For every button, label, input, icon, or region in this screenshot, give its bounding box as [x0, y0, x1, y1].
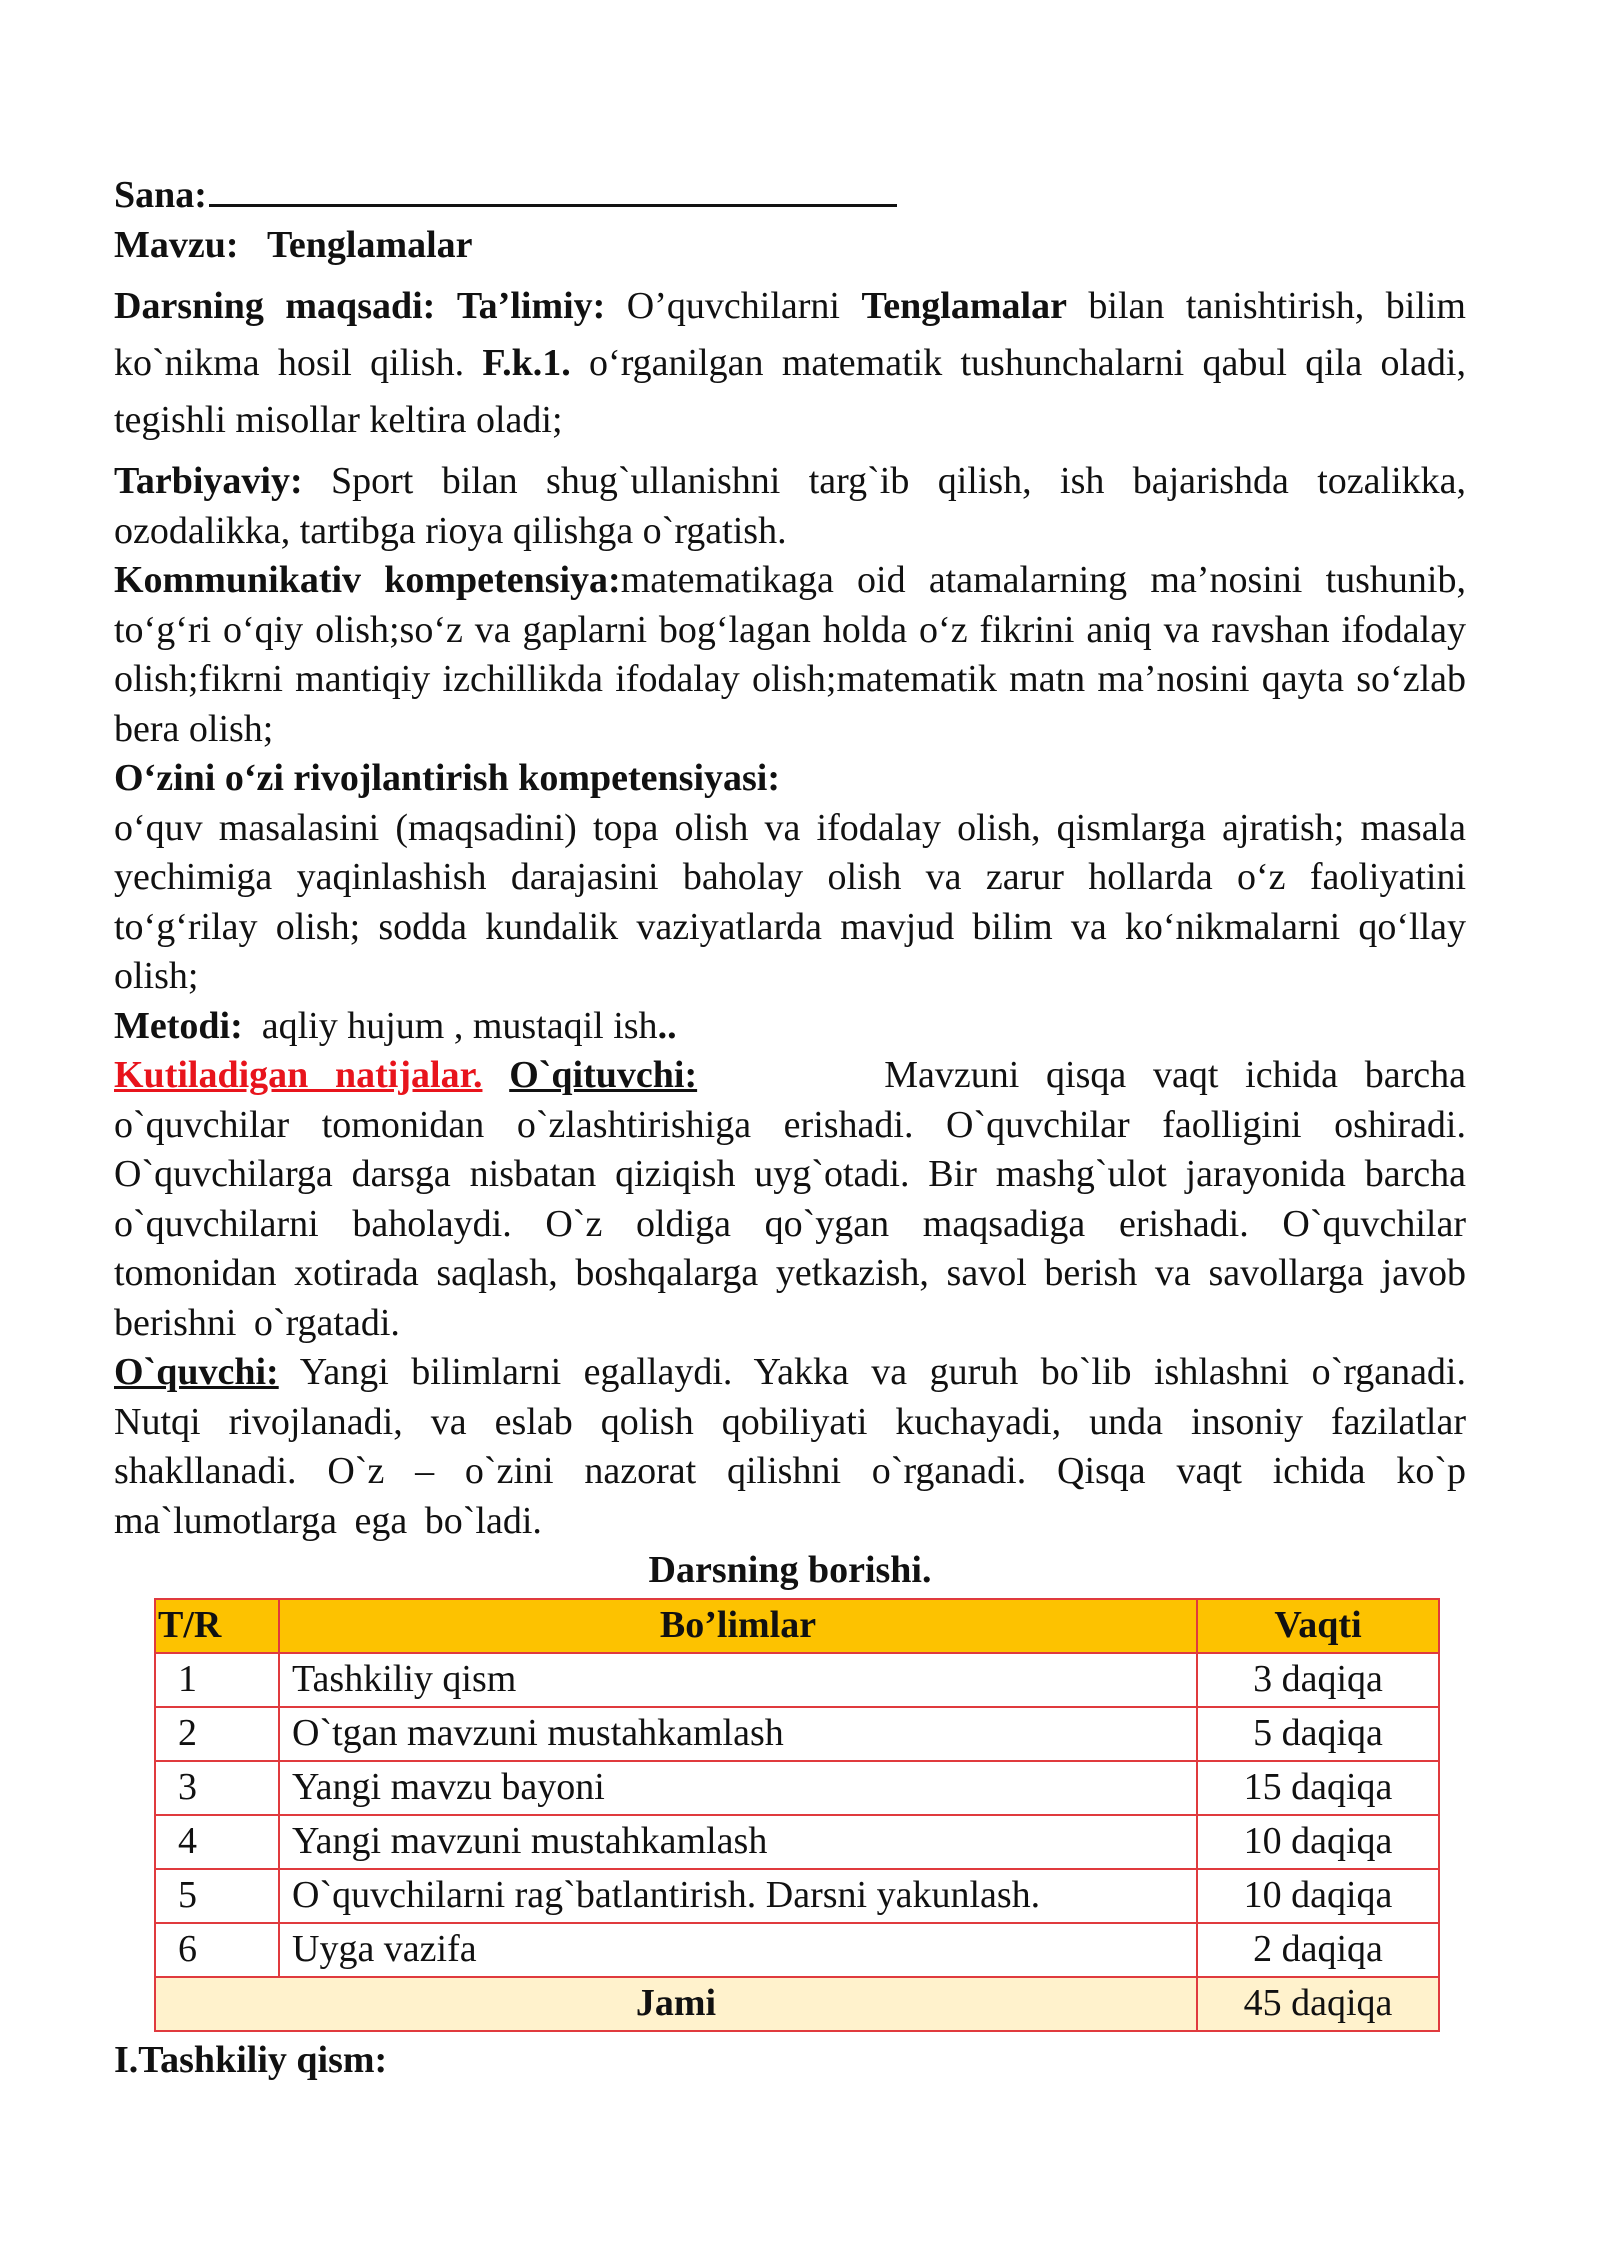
table-row [155, 1653, 1439, 1707]
row-time: 3 daqiqa [1197, 1653, 1439, 1707]
table-row [155, 1761, 1439, 1815]
goal-term: Tenglamalar [861, 285, 1067, 327]
row-section: Uyga vazifa [279, 1923, 1197, 1977]
teacher-label: O`qituvchi: [509, 1054, 698, 1096]
row-number: 1 [155, 1653, 279, 1707]
self-development-heading [114, 754, 1466, 804]
goal-text-3: o‘rganilgan matematik tushunchalarni qabul qila oladi, tegishli misollar keltira oladi; [114, 342, 1466, 441]
student-text: Yangi bilimlarni egallaydi. Yakka va guruh bo`lib ishlashni o`rganadi. Nutqi rivojlanadi, va eslab qolish qobiliyati kuchayadi, unda insoniy fazilatlar shakllanadi. O`z – o`zini nazorat qilishni o`rganadi. Qisqa vaqt ichida ko`p ma`lumotlarga ega bo`ladi. [114, 1351, 1466, 1542]
lesson-flow-title: Darsning borishi. [648, 1549, 932, 1591]
topic-line [114, 221, 1466, 271]
upbringing-label: Tarbiyaviy: [114, 460, 303, 502]
row-section: Yangi mavzuni mustahkamlash [279, 1815, 1197, 1869]
total-time: 45 daqiqa [1197, 1977, 1439, 2031]
student-label: O`quvchi: [114, 1351, 279, 1393]
row-time: 10 daqiqa [1197, 1869, 1439, 1923]
table-total-row [155, 1977, 1439, 2031]
student-results-paragraph [114, 1348, 1466, 1546]
goal-label: Darsning maqsadi: [114, 285, 436, 327]
table-header-row [155, 1599, 1439, 1653]
self-development-label: O‘zini o‘zi rivojlantirish kompetensiyasi: [114, 757, 781, 799]
topic-value: Tenglamalar [267, 223, 473, 266]
communicative-label: Kommunikativ kompetensiya: [114, 559, 621, 601]
self-development-text: o‘quv masalasini (maqsadini) topa olish va ifodalay olish, qismlarga ajratish; masala yechimiga yaqinlashish darajasini baholay olish va zarur hollarda o‘z faoliyatini to‘g‘rilay olish; sodda kundalik vaziyatlarda mavjud bilim va ko‘nikmalarni qo‘llay olish; [114, 806, 1466, 997]
method-line [114, 1002, 1466, 1052]
expected-results-label: Kutiladigan natijalar. [114, 1054, 483, 1096]
table-row [155, 1869, 1439, 1923]
table-row [155, 1815, 1439, 1869]
row-number: 2 [155, 1707, 279, 1761]
row-section: O`quvchilarni rag`batlantirish. Darsni yakunlash. [279, 1869, 1197, 1923]
lesson-flow-table [154, 1598, 1440, 2032]
organizational-part-heading: I.Tashkiliy qism: [114, 2038, 388, 2081]
fk-label: F.k.1. [482, 342, 571, 384]
row-time: 10 daqiqa [1197, 1815, 1439, 1869]
header-time: Vaqti [1197, 1599, 1439, 1653]
table-row [155, 1923, 1439, 1977]
row-section: Tashkiliy qism [279, 1653, 1197, 1707]
teacher-results-paragraph [114, 1051, 1466, 1348]
row-time: 15 daqiqa [1197, 1761, 1439, 1815]
topic-label: Mavzu: [114, 223, 239, 266]
goal-text-1: O’quvchilarni [626, 285, 840, 327]
row-number: 5 [155, 1869, 279, 1923]
goal-text-2: bilan tanishtirish, bilim ko`nikma hosil qilish. [114, 285, 1466, 384]
goal-paragraph [114, 278, 1466, 449]
lesson-plan [114, 168, 1466, 2085]
method-label: Metodi: [114, 1004, 243, 1047]
row-time: 5 daqiqa [1197, 1707, 1439, 1761]
total-label: Jami [155, 1977, 1197, 2031]
upbringing-paragraph [114, 457, 1466, 556]
row-number: 4 [155, 1815, 279, 1869]
date-blank [209, 168, 897, 207]
row-number: 6 [155, 1923, 279, 1977]
teacher-text: Mavzuni qisqa vaqt ichida barcha o`quvchilar tomonidan o`zlashtirishiga erishadi. O`quvchilar faolligini oshiradi. O`quvchilarga darsga nisbatan qiziqish uyg`otadi. Bir mashg`ulot jarayonida barcha o`quvchilarni baholaydi. O`z oldiga qo`ygan maqsadiga erishadi. O`quvchilar tomonidan xotirada saqlash, boshqalarga yetkazish, savol berish va savollarga javob berishni o`rgatadi. [114, 1054, 1466, 1344]
communicative-text: matematikaga oid atamalarning ma’nosini tushunib, to‘g‘ri o‘qiy olish;so‘z va gaplarni bog‘lagan holda o‘z fikrini aniq va ravshan ifodalay olish;fikrni mantiqiy izchillikda ifodalay olish;matematik matn ma’nosini qayta so‘zlab bera olish; [114, 559, 1466, 750]
row-number: 3 [155, 1761, 279, 1815]
row-section: Yangi mavzu bayoni [279, 1761, 1197, 1815]
header-number: T/R [155, 1599, 279, 1653]
communicative-paragraph [114, 556, 1466, 754]
table-row [155, 1707, 1439, 1761]
date-line [114, 168, 1466, 221]
educational-label: Ta’limiy: [456, 285, 606, 327]
row-time: 2 daqiqa [1197, 1923, 1439, 1977]
row-section: O`tgan mavzuni mustahkamlash [279, 1707, 1197, 1761]
header-sections: Bo’limlar [279, 1599, 1197, 1653]
upbringing-text: Sport bilan shug`ullanishni targ`ib qilish, ish bajarishda tozalikka, ozodalikka, tartibga rioya qilishga o`rgatish. [114, 460, 1466, 552]
method-text: aqliy hujum , mustaqil ish [261, 1004, 658, 1047]
date-label: Sana: [114, 174, 207, 216]
method-trailing: .. [657, 1004, 677, 1047]
